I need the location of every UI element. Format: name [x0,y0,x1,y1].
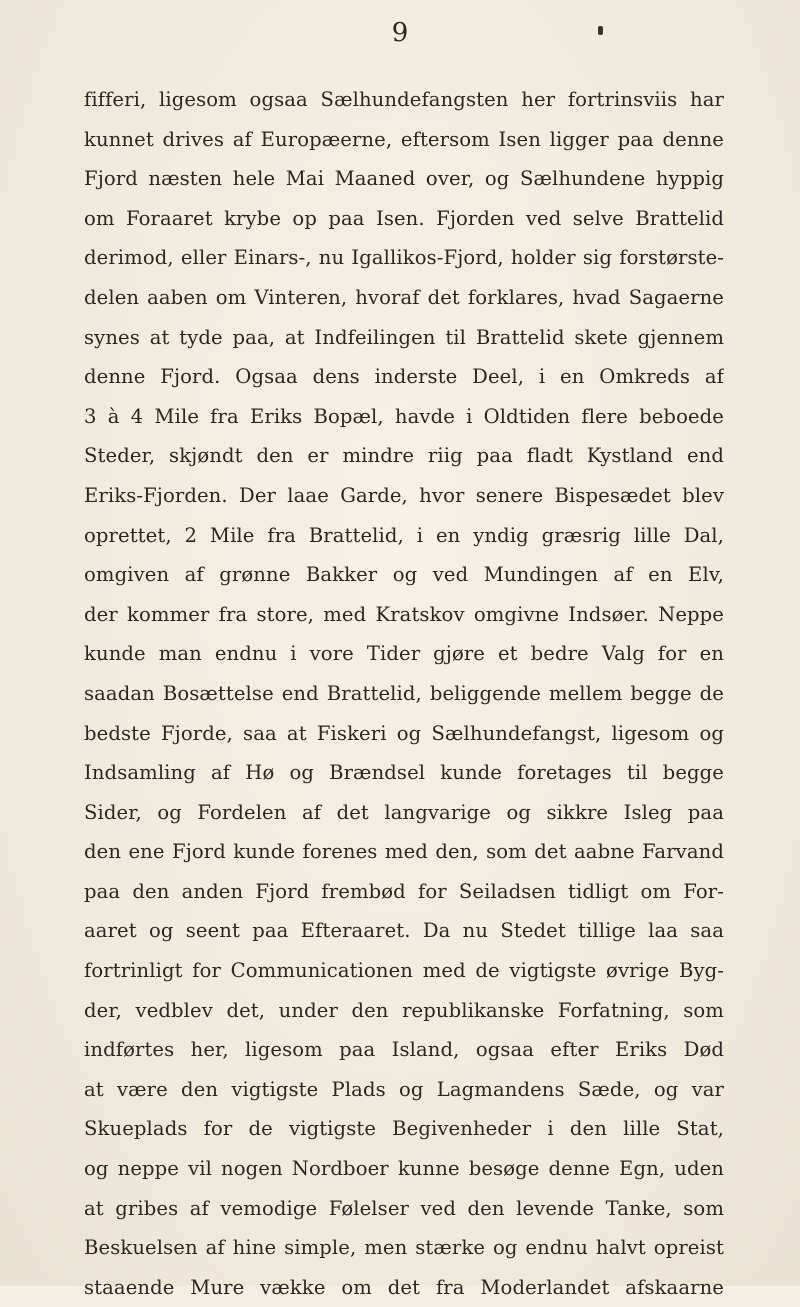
text-line: at gribes af vemodige Følelser ved den levende Tanke, som [84,1196,724,1220]
ink-mark [598,26,603,35]
text-line: Beskuelsen af hine simple, men stærke og endnu halvt opreist [84,1236,724,1260]
text-line: Indsamling af Hø og Brændsel kunde foretages til begge [84,761,724,785]
text-line: Eriks-Fjorden. Der laae Garde, hvor senere Bispesædet blev [84,483,724,507]
text-line: Skueplads for de vigtigste Begivenheder i den lille Stat, [84,1117,724,1141]
text-line: om Foraaret krybe op paa Isen. Fjorden ved selve Brattelid [84,206,724,230]
text-line: den ene Fjord kunde forenes med den, som det aabne Farvand [84,840,724,864]
text-line: fortrinligt for Communicationen med de vigtigste øvrige Byg- [84,959,724,983]
text-line: oprettet, 2 Mile fra Brattelid, i en yndig græsrig lille Dal, [84,523,724,547]
text-line: omgiven af grønne Bakker og ved Mundingen af en Elv, [84,563,724,587]
text-line: og neppe vil nogen Nordboer kunne besøge denne Egn, uden [84,1157,724,1181]
text-line: der, vedblev det, under den republikanske Forfatning, som [84,998,724,1022]
text-line: aaret og seent paa Efteraaret. Da nu Stedet tillige laa saa [84,919,724,943]
text-line: kunde man endnu i vore Tider gjøre et bedre Valg for en [84,642,724,666]
text-line: staaende Mure vække om det fra Moderlandet afskaarne [84,1275,724,1299]
text-line: delen aaben om Vinteren, hvoraf det forklares, hvad Sagaerne [84,285,724,309]
text-line: Steder, skjøndt den er mindre riig paa fladt Kystland end [84,444,724,468]
text-line: der kommer fra store, med Kratskov omgivne Indsøer. Neppe [84,602,724,626]
text-line: derimod, eller Einars-, nu Igallikos-Fjord, holder sig forstørste- [84,246,724,270]
text-line: bedste Fjorde, saa at Fiskeri og Sælhundefangst, ligesom og [84,721,724,745]
page-number: 9 [391,18,409,48]
text-line: Fjord næsten hele Mai Maaned over, og Sælhundene hyppig [84,167,724,191]
text-line: denne Fjord. Ogsaa dens inderste Deel, i en Omkreds af [84,365,724,389]
text-line: fifferi, ligesom ogsaa Sælhundefangsten her fortrinsviis har [84,88,724,111]
text-line: indførtes her, ligesom paa Island, ogsaa efter Eriks Død [84,1038,724,1062]
body-text [84,80,724,1307]
text-line: 3 à 4 Mile fra Eriks Bopæl, havde i Oldtiden flere beboede [84,404,724,428]
text-line: saadan Bosættelse end Brattelid, beliggende mellem begge de [84,681,724,705]
text-line: kunnet drives af Europæerne, eftersom Isen ligger paa denne [84,127,724,151]
text-line: paa den anden Fjord frembød for Seiladsen tidligt om For- [84,879,724,903]
text-line: Sider, og Fordelen af det langvarige og sikkre Isleg paa [84,800,724,824]
text-line: synes at tyde paa, at Indfeilingen til Brattelid skete gjennem [84,325,724,349]
text-line: at være den vigtigste Plads og Lagmandens Sæde, og var [84,1077,724,1101]
